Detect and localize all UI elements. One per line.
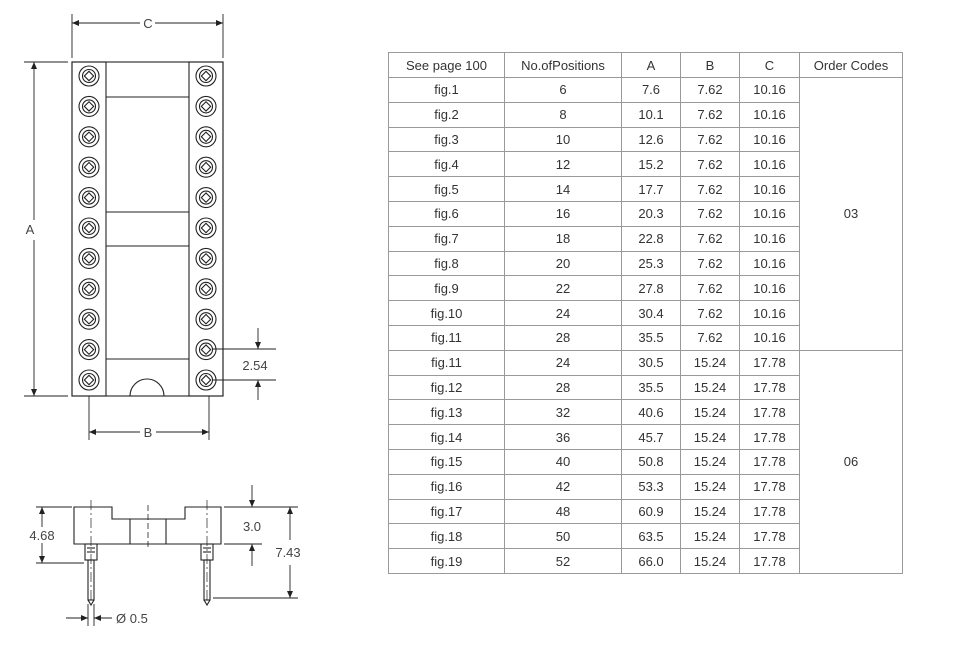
cell-c: 17.78 (740, 524, 800, 549)
cell-c: 10.16 (740, 177, 800, 202)
cell-positions: 18 (505, 226, 622, 251)
cell-c: 17.78 (740, 350, 800, 375)
cell-c: 17.78 (740, 425, 800, 450)
cell-b: 7.62 (681, 177, 740, 202)
cell-figure: fig.19 (389, 549, 505, 574)
cell-figure: fig.6 (389, 201, 505, 226)
cell-figure: fig.8 (389, 251, 505, 276)
pin-contact (79, 218, 99, 238)
top-view (72, 62, 223, 396)
cell-b: 7.62 (681, 201, 740, 226)
cell-figure: fig.5 (389, 177, 505, 202)
cell-b: 7.62 (681, 301, 740, 326)
pin-contacts (79, 66, 216, 390)
cell-c: 17.78 (740, 400, 800, 425)
cell-c: 10.16 (740, 276, 800, 301)
cell-a: 63.5 (622, 524, 681, 549)
cell-c: 10.16 (740, 152, 800, 177)
header-positions: No.ofPositions (505, 53, 622, 78)
cell-order-code: 06 (800, 350, 903, 573)
pin-contact (196, 279, 216, 299)
cell-b: 7.62 (681, 276, 740, 301)
cell-c: 17.78 (740, 549, 800, 574)
dimension-overall-height-label: 7.43 (275, 545, 301, 560)
cell-figure: fig.3 (389, 127, 505, 152)
cell-figure: fig.13 (389, 400, 505, 425)
pin-contact (196, 218, 216, 238)
cell-positions: 36 (505, 425, 622, 450)
dimension-a-label: A (25, 222, 35, 237)
cell-b: 15.24 (681, 499, 740, 524)
cell-positions: 14 (505, 177, 622, 202)
cell-order-code: 03 (800, 78, 903, 351)
pin-contact (79, 96, 99, 116)
cell-figure: fig.7 (389, 226, 505, 251)
cell-a: 10.1 (622, 102, 681, 127)
cell-b: 15.24 (681, 449, 740, 474)
cell-positions: 22 (505, 276, 622, 301)
cell-positions: 52 (505, 549, 622, 574)
cell-a: 53.3 (622, 474, 681, 499)
cell-a: 45.7 (622, 425, 681, 450)
dimension-body-height-label: 3.0 (242, 519, 262, 534)
pin-contact (79, 309, 99, 329)
cell-figure: fig.16 (389, 474, 505, 499)
cell-b: 7.62 (681, 325, 740, 350)
table-row (389, 350, 903, 375)
cell-figure: fig.2 (389, 102, 505, 127)
cell-a: 27.8 (622, 276, 681, 301)
cell-positions: 28 (505, 375, 622, 400)
pin1-notch (130, 379, 164, 396)
cell-a: 25.3 (622, 251, 681, 276)
cell-positions: 24 (505, 301, 622, 326)
cell-positions: 6 (505, 78, 622, 103)
pin-contact (196, 157, 216, 177)
cell-positions: 12 (505, 152, 622, 177)
cell-a: 20.3 (622, 201, 681, 226)
cell-figure: fig.12 (389, 375, 505, 400)
cell-positions: 24 (505, 350, 622, 375)
cell-b: 7.62 (681, 152, 740, 177)
cell-a: 30.4 (622, 301, 681, 326)
cell-figure: fig.4 (389, 152, 505, 177)
cell-figure: fig.9 (389, 276, 505, 301)
cell-figure: fig.15 (389, 449, 505, 474)
dimension-pin-diameter (66, 604, 112, 626)
cell-a: 17.7 (622, 177, 681, 202)
cell-b: 15.24 (681, 474, 740, 499)
pin-contact (79, 127, 99, 147)
cell-positions: 8 (505, 102, 622, 127)
cell-c: 10.16 (740, 301, 800, 326)
pin-contact (196, 127, 216, 147)
cell-figure: fig.18 (389, 524, 505, 549)
right-pin-strip (189, 62, 223, 396)
header-b: B (681, 53, 740, 78)
cell-b: 7.62 (681, 127, 740, 152)
cell-c: 10.16 (740, 226, 800, 251)
header-a: A (622, 53, 681, 78)
cell-a: 15.2 (622, 152, 681, 177)
cell-positions: 32 (505, 400, 622, 425)
cell-b: 15.24 (681, 350, 740, 375)
cell-a: 40.6 (622, 400, 681, 425)
cell-positions: 16 (505, 201, 622, 226)
pin-contact (196, 309, 216, 329)
pin-contact (79, 188, 99, 208)
cell-a: 12.6 (622, 127, 681, 152)
cell-positions: 10 (505, 127, 622, 152)
cell-figure: fig.11 (389, 350, 505, 375)
cell-figure: fig.17 (389, 499, 505, 524)
table-row (389, 78, 903, 103)
cell-c: 10.16 (740, 325, 800, 350)
cell-b: 15.24 (681, 425, 740, 450)
pin-contact (196, 340, 216, 360)
header-order-codes: Order Codes (800, 53, 903, 78)
cell-c: 10.16 (740, 78, 800, 103)
cell-c: 10.16 (740, 251, 800, 276)
side-view (74, 500, 221, 605)
cell-b: 7.62 (681, 251, 740, 276)
side-body-outline (74, 507, 221, 544)
pin-contact (79, 340, 99, 360)
cell-positions: 20 (505, 251, 622, 276)
cell-a: 35.5 (622, 375, 681, 400)
cell-a: 22.8 (622, 226, 681, 251)
cell-positions: 42 (505, 474, 622, 499)
cell-figure: fig.1 (389, 78, 505, 103)
cell-c: 10.16 (740, 102, 800, 127)
cell-a: 50.8 (622, 449, 681, 474)
socket-technical-drawing (0, 0, 380, 652)
socket-dimension-table (388, 52, 903, 574)
pin-contact (79, 248, 99, 268)
cell-figure: fig.14 (389, 425, 505, 450)
cell-figure: fig.11 (389, 325, 505, 350)
cell-c: 17.78 (740, 449, 800, 474)
header-see-page: See page 100 (389, 53, 505, 78)
cell-a: 7.6 (622, 78, 681, 103)
dimension-pin-diameter-label: Ø 0.5 (116, 611, 148, 626)
pin-contact (196, 96, 216, 116)
cell-positions: 50 (505, 524, 622, 549)
dimension-c-label: C (143, 16, 153, 31)
header-c: C (740, 53, 800, 78)
pin-contact (79, 279, 99, 299)
pin-contact (79, 66, 99, 86)
pin-contact (79, 157, 99, 177)
cell-a: 66.0 (622, 549, 681, 574)
cell-c: 17.78 (740, 474, 800, 499)
cell-positions: 28 (505, 325, 622, 350)
pin-contact (79, 370, 99, 390)
pin-contact (196, 188, 216, 208)
cell-b: 15.24 (681, 375, 740, 400)
cell-c: 10.16 (740, 127, 800, 152)
cell-b: 7.62 (681, 102, 740, 127)
pin-contact (196, 248, 216, 268)
cell-b: 15.24 (681, 400, 740, 425)
cell-a: 30.5 (622, 350, 681, 375)
cell-a: 35.5 (622, 325, 681, 350)
cell-figure: fig.10 (389, 301, 505, 326)
pin-contact (196, 66, 216, 86)
dimension-height-total-label: 4.68 (29, 528, 55, 543)
cell-b: 15.24 (681, 549, 740, 574)
cell-c: 10.16 (740, 201, 800, 226)
left-pin-strip (72, 62, 106, 396)
cell-b: 7.62 (681, 78, 740, 103)
dimension-pitch-label: 2.54 (242, 358, 268, 373)
cell-positions: 40 (505, 449, 622, 474)
cell-c: 17.78 (740, 375, 800, 400)
cell-b: 7.62 (681, 226, 740, 251)
cell-b: 15.24 (681, 524, 740, 549)
cell-c: 17.78 (740, 499, 800, 524)
cell-a: 60.9 (622, 499, 681, 524)
cell-positions: 48 (505, 499, 622, 524)
table-header-row (389, 53, 903, 78)
dimension-b-label: B (143, 425, 153, 440)
